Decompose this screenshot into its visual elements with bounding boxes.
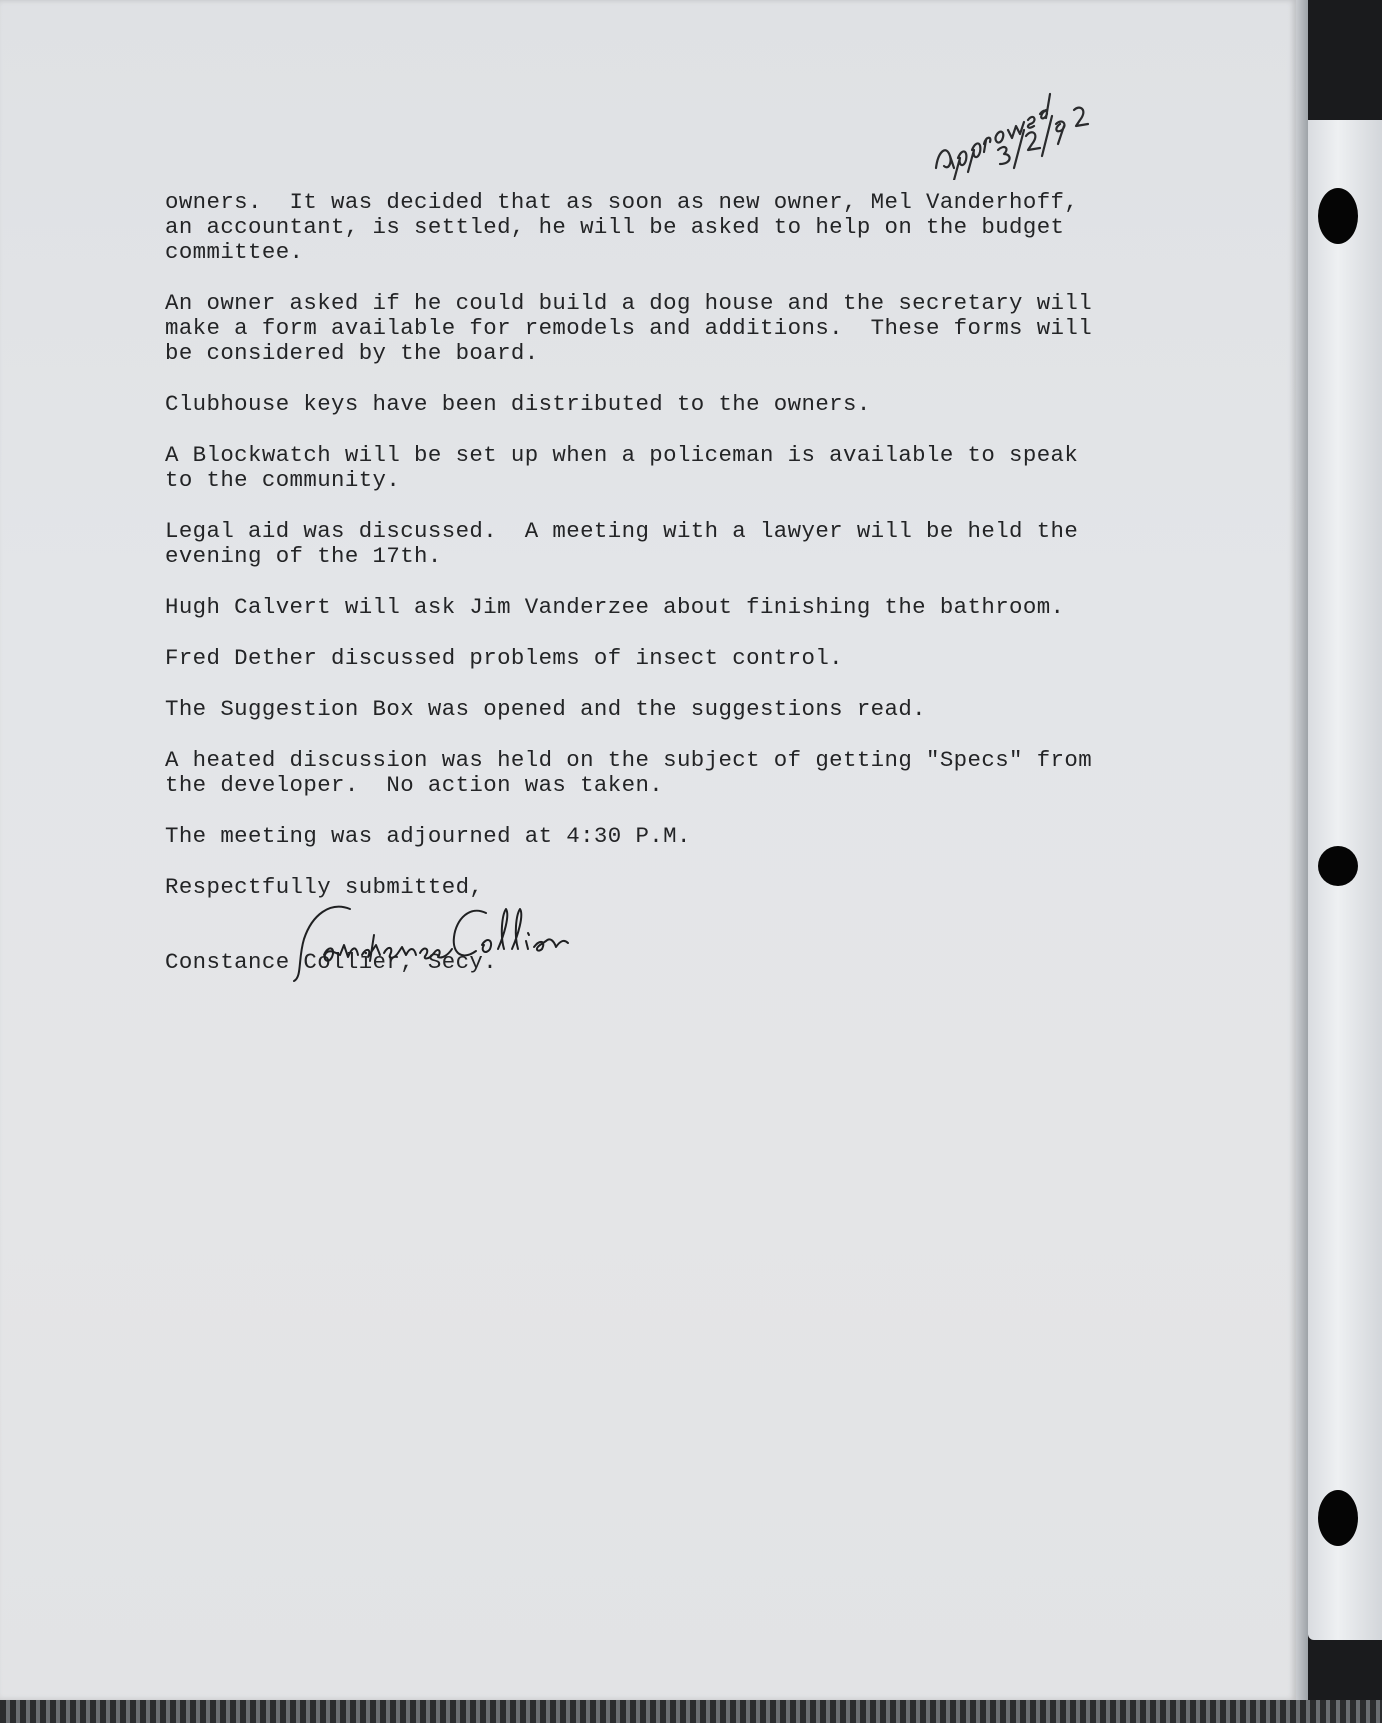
paragraph-budget-committee: owners. It was decided that as soon as new owner, Mel Vanderhoff, an accountant, is settled, he will be asked to help on the budget committee. bbox=[165, 189, 1079, 265]
bottom-edge bbox=[0, 1700, 1382, 1723]
paragraph-specs-discussion: A heated discussion was held on the subject of getting "Specs" from the developer. No action was taken. bbox=[165, 747, 1093, 798]
paragraph-adjourned: The meeting was adjourned at 4:30 P.M. bbox=[165, 823, 691, 849]
paragraph-insect-control: Fred Dether discussed problems of insect control. bbox=[165, 645, 843, 671]
binder-hole-bottom bbox=[1318, 1490, 1358, 1546]
paragraph-dog-house: An owner asked if he could build a dog house and the secretary will make a form available for remodels and additions. These forms will be considered by the board. bbox=[165, 290, 1093, 366]
binder-hole-top bbox=[1318, 188, 1358, 244]
sleeve-edge bbox=[1296, 0, 1308, 1700]
closing-line: Respectfully submitted, bbox=[165, 874, 484, 900]
paragraph-clubhouse-keys: Clubhouse keys have been distributed to the owners. bbox=[165, 391, 871, 417]
paragraph-suggestion-box: The Suggestion Box was opened and the suggestions read. bbox=[165, 696, 927, 722]
document-body bbox=[165, 190, 1165, 975]
paragraph-legal-aid: Legal aid was discussed. A meeting with a lawyer will be held the evening of the 17th. bbox=[165, 518, 1079, 569]
approval-handwritten-annotation bbox=[928, 40, 1128, 180]
binder-hole-middle bbox=[1318, 846, 1358, 886]
paragraph-blockwatch: A Blockwatch will be set up when a policeman is available to speak to the community. bbox=[165, 442, 1079, 493]
paragraph-bathroom: Hugh Calvert will ask Jim Vanderzee about finishing the bathroom. bbox=[165, 594, 1065, 620]
handwritten-signature bbox=[290, 895, 620, 985]
signatory-name: Constance Collier, Secy. bbox=[165, 949, 498, 975]
